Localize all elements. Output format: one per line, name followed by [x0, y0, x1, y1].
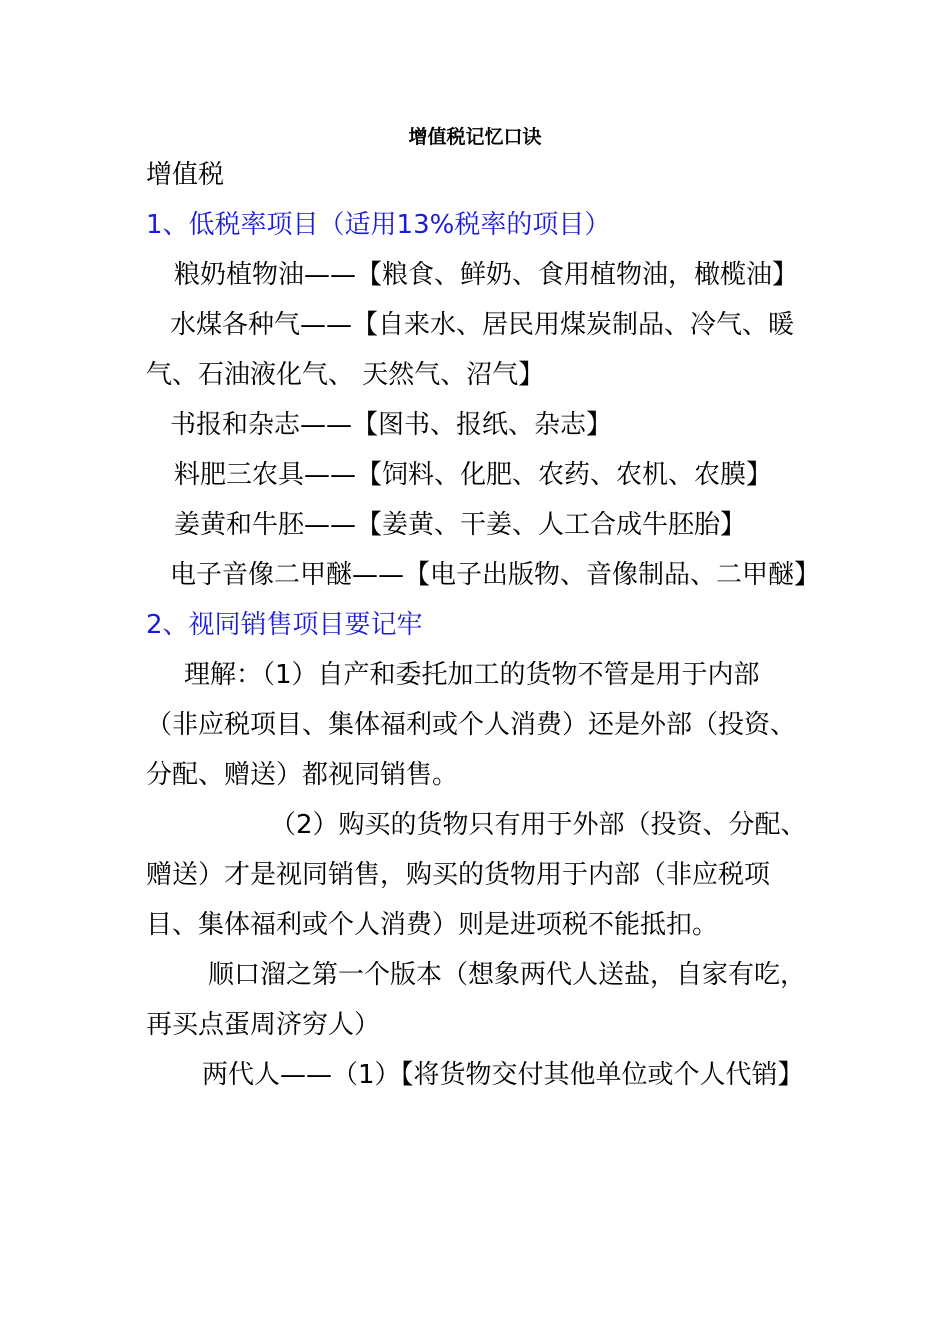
section2-understanding-2: （2）购买的货物只有用于外部（投资、分配、赠送）才是视同销售，购买的货物用于内部（非应税项目、集体福利或个人消费）则是进项税不能抵扣。 — [146, 810, 807, 940]
section2-heading: 2、视同销售项目要记牢 — [146, 610, 423, 640]
section1-heading: 1、低税率项目（适用13%税率的项目） — [146, 210, 611, 240]
section1-item-water-gas: 水煤各种气——【自来水、居民用煤炭制品、冷气、暖气、石油液化气、 天然气、沼气】 — [146, 310, 795, 390]
section1-item-grain: 粮奶植物油——【粮食、鲜奶、食用植物油，橄榄油】 — [174, 260, 799, 290]
document-body — [146, 150, 821, 1100]
document-title: 增值税记忆口诀 — [408, 126, 542, 148]
section1-item-turmeric: 姜黄和牛胚——【姜黄、干姜、人工合成牛胚胎】 — [174, 510, 747, 540]
section1-item-books: 书报和杂志——【图书、报纸、杂志】 — [170, 410, 613, 440]
section2-rhyme-line-1: 两代人——（1）【将货物交付其他单位或个人代销】 — [202, 1060, 804, 1090]
section-label: 增值税 — [146, 160, 225, 190]
section1-item-electronic: 电子音像二甲醚——【电子出版物、音像制品、二甲醚】 — [170, 560, 821, 590]
section2-rhyme-intro: 顺口溜之第一个版本（想象两代人送盐，自家有吃，再买点蛋周济穷人） — [146, 960, 807, 1040]
section2-understanding-1: 理解：（1）自产和委托加工的货物不管是用于内部（非应税项目、集体福利或个人消费）还是外部（投资、分配、赠送）都视同销售。 — [146, 660, 797, 790]
section1-item-agri: 料肥三农具——【饲料、化肥、农药、农机、农膜】 — [174, 460, 773, 490]
